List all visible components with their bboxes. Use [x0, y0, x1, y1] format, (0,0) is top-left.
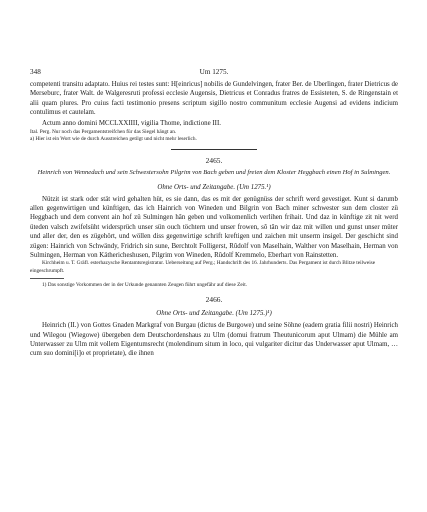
charter-text: Heinrich (II.) von Gottes Gnaden Markgraf von Burgau (dictus de Burgowe) und seine Söhne (eadem gratia filii nostri) Heinrich und Wilegou (Wiegowe) übergeben dem Deutschordenshaus zu Ulm (domui fratrum Theutunicorum aput Ulmam) die Mühle am Unterwasser zu Ulm mit vollem Eigentumsrecht (molendinum situm in loco, qui vulgariter dicitur das Underwasser aput Ulmam, …cum suo domini[i]o et proprietate), die ihnen — [30, 322, 398, 358]
actum-date-line: Actum anno domini MCCLXXIIII, vigilia Thome, indictione III. — [42, 119, 221, 127]
footnote-rule — [30, 278, 64, 279]
running-head: Um 1275. — [199, 68, 229, 76]
source-note: Ital. Perg. Nur noch das Pergamentstreifchen für das Siegel hängt an. — [30, 129, 177, 136]
archive-note: Kirchheim u. T. Gräfl. esterhazysche Rentamtsregistratur. Ueberseitung auf Perg.; Handschrift des 16. Jahrhunderts. Das Pergament ist durch Blitze teilweise eingeschrumpft. — [30, 260, 376, 274]
charter-text: Nützit ist stark oder stät wird gehalten hüt, es sie dann, das es mit der genügnüss der schrift werd gevestiget. Kunt si darumb allen gegenwirtigen und künftigen, das ich Hainrich von Wineden und Bilgrin von Bach miner schwester sun dem closter zü Heggbach und dem convent ain hof zü Sulmingen hân geben und volkomenlich verlihen frihait. Und daz in künftige zit nit werd üteden valsch zwifelsüht widersprüch unser sün ouch töchtern und unser frowen, sô tân wir daz mit willen und gunst unser müter und aller der, den es zügehört, und wöllen diss gegenwirtige schrift kreftigen und zaichen mit unserm insigel. Der geschicht sind zügen: Hainrich von Schwändy, Fridrich sin sune, Berchtolt Folligerst, Rûdolf von Maselhain, Walther von Maselhain, Herman von Sulmingen, Herman von Käthericheshusen, Pilgrim von Wineden, Rûdolf Kremmelo, Eberhart von Rainstetten. — [30, 195, 398, 260]
charter-number: 2465. — [205, 156, 223, 166]
source-notes — [30, 129, 398, 143]
charter-number: 2466. — [205, 295, 223, 305]
page-number: 348 — [30, 68, 41, 76]
textual-note: a) Hier ist ein Wort wie de durch Ausstreichen getilgt und nicht mehr leserlich. — [30, 136, 197, 143]
page-header — [30, 68, 398, 80]
charter-place-date: Ohne Orts- und Zeitangabe. (Um 1275.¹) — [157, 183, 271, 191]
charter-text-continued: competenti transitu adaptato. Huius rei testes sunt: H[einricus] nobilis de Gundelvingen, frater Ber. de Uberlingen, frater Dietricus de Merseburc, frater Walt. de Walgeresruti professi ecclesie Augensis, Dietricus et Conradus fratres de Essisteten, S. de Ringenstain et alii quam plures. Pro cuius facti testimonio presens scriptum sigillo nostro communitum ecclesie Augensi ad evidens indicium contulimus et cautelam. — [30, 81, 398, 117]
charter-place-date: Ohne Orts- und Zeitangabe. (Um 1275.)¹) — [156, 310, 272, 318]
charter-summary: Heinrich von Wennedach und sein Schwestersohn Pilgrim von Bach geben und freien dem Kloster Heggbach einen Hof in Sulmingen. — [37, 169, 391, 177]
section-divider — [171, 149, 257, 150]
footnote: 1) Das sonstige Vorkommen der in der Urkunde genannten Zeugen führt ungefähr auf diese Zeit. — [42, 281, 247, 288]
document-page — [30, 68, 398, 359]
